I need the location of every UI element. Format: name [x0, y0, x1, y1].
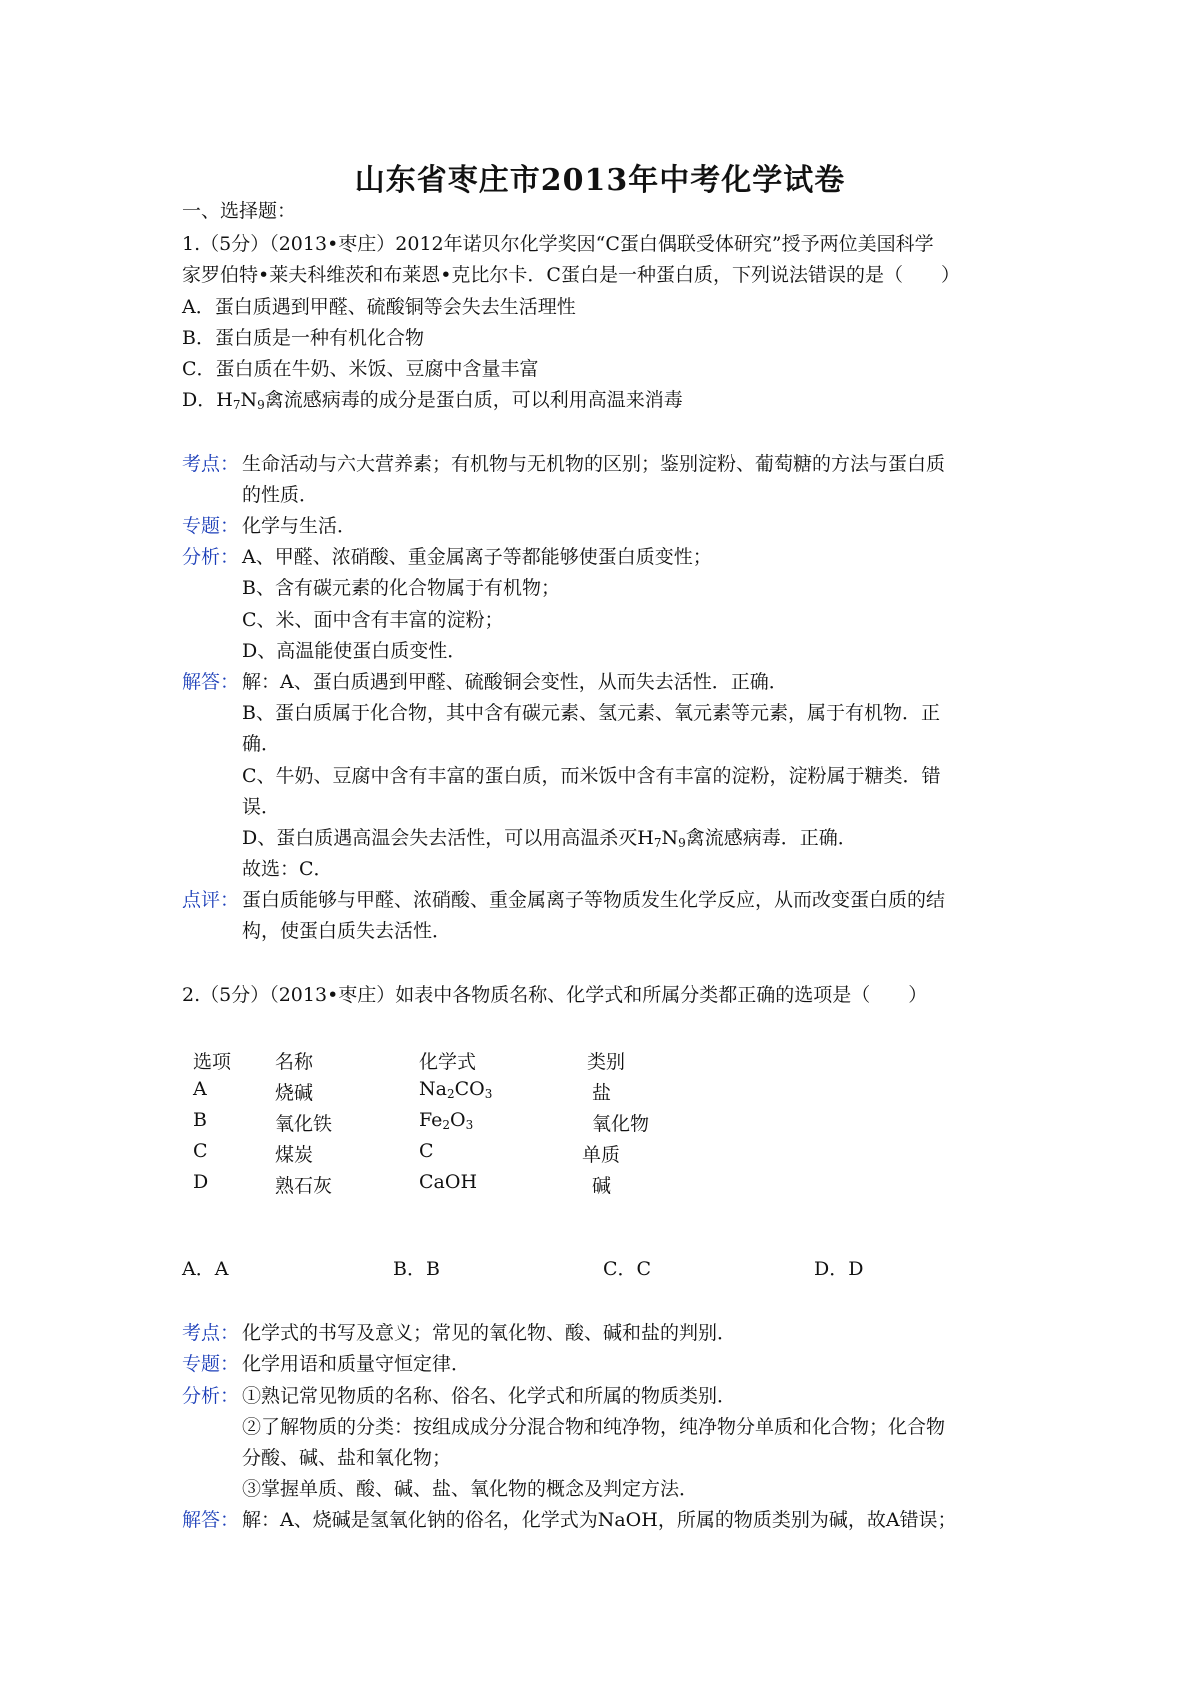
q1-option-c: C．蛋白质在牛奶、米饭、豆腐中含量丰富	[182, 358, 539, 380]
table-cell-option: A	[193, 1078, 207, 1100]
q1-jieda-line2: B、蛋白质属于化合物，其中含有碳元素、氢元素、氧元素等元素，属于有机物．正	[242, 702, 940, 724]
q2-fenxi-label: 分析：	[182, 1385, 240, 1407]
table-cell-category: 盐	[592, 1082, 612, 1104]
q2-zhuanti-label: 专题：	[182, 1353, 240, 1375]
table-cell-name: 氧化铁	[275, 1113, 333, 1135]
q1-kaodian-line2: 的性质．	[242, 484, 319, 506]
q2-fenxi-1: ①熟记常见物质的名称、俗名、化学式和所属的物质类别．	[242, 1385, 737, 1407]
q1-jieda-line6: D、蛋白质遇高温会失去活性，可以用高温杀灭$H_7N_9$禽流感病毒．正确．	[242, 827, 857, 850]
q2-fenxi-2b: 分酸、碱、盐和氧化物；	[242, 1447, 452, 1469]
q1-dianping-line2: 构，使蛋白质失去活性．	[242, 920, 452, 942]
q1-stem-line2: 家罗伯特•莱夫科维茨和布莱恩•克比尔卡．C蛋白是一种蛋白质，下列说法错误的是（ ）	[182, 264, 960, 286]
q1-fenxi-b: B、含有碳元素的化合物属于有机物；	[242, 577, 560, 599]
table-cell-formula: CaOH	[419, 1171, 478, 1193]
q1-option-a: A．蛋白质遇到甲醛、硫酸铜等会失去生活理性	[182, 296, 576, 318]
table-cell-formula: $Fe_2O_3$	[419, 1109, 474, 1132]
table-cell-name: 煤炭	[275, 1144, 314, 1166]
q1-zhuanti: 化学与生活．	[242, 515, 357, 537]
q1-option-b: B．蛋白质是一种有机化合物	[182, 327, 424, 349]
q1-jieda-line1: 解：A、蛋白质遇到甲醛、硫酸铜会变性，从而失去活性．正确．	[242, 671, 788, 693]
q1-dianping-line1: 蛋白质能够与甲醛、浓硝酸、重金属离子等物质发生化学反应，从而改变蛋白质的结	[242, 889, 946, 911]
q1-kaodian-label: 考点：	[182, 453, 240, 475]
q1-dianping-label: 点评：	[182, 889, 240, 911]
table-cell-option: D	[193, 1171, 209, 1193]
section-heading: 一、选择题：	[182, 200, 297, 222]
q2-jieda-label: 解答：	[182, 1509, 240, 1531]
table-cell-category: 氧化物	[592, 1113, 650, 1135]
q2-jieda: 解：A、烧碱是氢氧化钠的俗名，化学式为NaOH，所属的物质类别为碱，故A错误；	[242, 1509, 957, 1531]
q1-fenxi-d: D、高温能使蛋白质变性．	[242, 640, 467, 662]
table-cell-category: 单质	[582, 1144, 621, 1166]
q2-fenxi-3: ③掌握单质、酸、碱、盐、氧化物的概念及判定方法．	[242, 1478, 699, 1500]
q1-jieda-label: 解答：	[182, 671, 240, 693]
q1-fenxi-a: A、甲醛、浓硝酸、重金属离子等都能够使蛋白质变性；	[242, 546, 712, 568]
q2-zhuanti: 化学用语和质量守恒定律．	[242, 1353, 471, 1375]
q2-choice-c: C．C	[603, 1258, 652, 1280]
q2-fenxi-2: ②了解物质的分类：按组成成分分混合物和纯净物，纯净物分单质和化合物；化合物	[242, 1416, 946, 1438]
table-cell-name: 熟石灰	[275, 1175, 333, 1197]
table-header-formula: 化学式	[419, 1051, 477, 1073]
q2-choice-d: D．D	[814, 1258, 864, 1280]
page-title: 山东省枣庄市2013年中考化学试卷	[354, 163, 846, 198]
q1-zhuanti-label: 专题：	[182, 515, 240, 537]
q1-jieda-line5: 误．	[242, 796, 281, 818]
table-header-option: 选项	[193, 1051, 232, 1073]
table-cell-formula: $Na_2CO_3$	[419, 1078, 493, 1101]
q1-fenxi-c: C、米、面中含有丰富的淀粉；	[242, 609, 504, 631]
table-cell-option: C	[193, 1140, 208, 1162]
q1-jieda-line7: 故选：C．	[242, 858, 333, 880]
q2-kaodian: 化学式的书写及意义；常见的氧化物、酸、碱和盐的判别．	[242, 1322, 737, 1344]
table-cell-category: 碱	[592, 1175, 612, 1197]
q1-option-d: D．$H_7N_9$禽流感病毒的成分是蛋白质，可以利用高温来消毒	[182, 389, 683, 412]
q1-fenxi-label: 分析：	[182, 546, 240, 568]
q2-stem: 2.（5分）（2013•枣庄）如表中各物质名称、化学式和所属分类都正确的选项是（ ）	[182, 984, 928, 1006]
q1-jieda-line3: 确．	[242, 733, 281, 755]
q1-stem-line1: 1.（5分）（2013•枣庄）2012年诺贝尔化学奖因“C蛋白偶联受体研究”授予两位美国科学	[182, 233, 934, 255]
table-cell-formula: C	[419, 1140, 434, 1162]
q1-kaodian-line1: 生命活动与六大营养素；有机物与无机物的区别；鉴别淀粉、葡萄糖的方法与蛋白质	[242, 453, 946, 475]
table-cell-option: B	[193, 1109, 207, 1131]
q2-choice-b: B．B	[393, 1258, 440, 1280]
table-header-category: 类别	[587, 1051, 626, 1073]
q2-choice-a: A．A	[182, 1258, 229, 1280]
table-header-name: 名称	[275, 1051, 314, 1073]
q2-kaodian-label: 考点：	[182, 1322, 240, 1344]
q1-jieda-line4: C、牛奶、豆腐中含有丰富的蛋白质，而米饭中含有丰富的淀粉，淀粉属于糖类．错	[242, 765, 941, 787]
table-cell-name: 烧碱	[275, 1082, 314, 1104]
